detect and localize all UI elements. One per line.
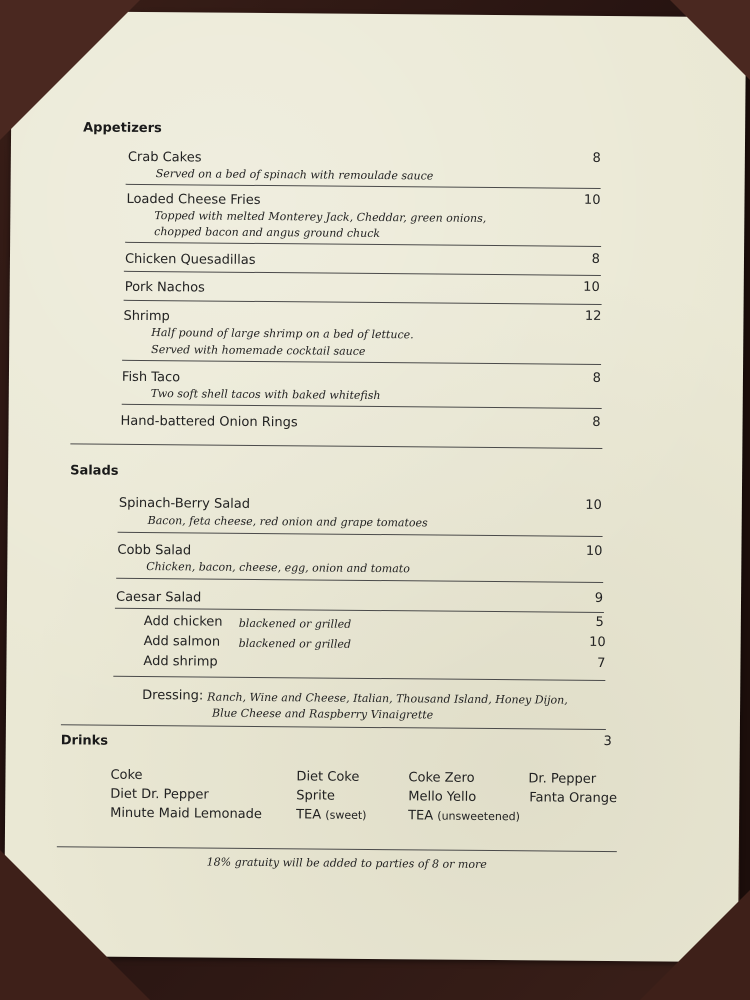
drink-diet-dr-pepper: Diet Dr. Pepper [110, 786, 209, 803]
dressing-options-line-1: Ranch, Wine and Cheese, Italian, Thousand Island, Honey Dijon, [207, 690, 568, 707]
divider [116, 578, 603, 583]
item-loaded-cheese-fries: Loaded Cheese Fries [126, 191, 261, 208]
drink-diet-coke: Diet Coke [296, 769, 360, 785]
addon-shrimp: Add shrimp [143, 653, 218, 670]
item-loaded-cheese-fries-desc-2: chopped bacon and angus ground chuck [154, 225, 381, 241]
drink-tea-sweet-note: (sweet) [325, 808, 367, 822]
item-caesar-salad-price: 9 [594, 590, 604, 606]
drink-coke-zero: Coke Zero [408, 770, 475, 786]
drink-coke: Coke [110, 767, 143, 783]
item-crab-cakes-price: 8 [592, 150, 601, 166]
salads-heading: Salads [70, 463, 119, 479]
divider [122, 360, 601, 365]
divider [126, 184, 601, 189]
drink-tea-sweet [296, 807, 367, 823]
drinks-heading: Drinks [60, 733, 109, 749]
drink-sprite: Sprite [296, 788, 335, 804]
drink-fanta-orange: Fanta Orange [529, 790, 618, 807]
divider [122, 404, 602, 409]
item-crab-cakes: Crab Cakes [127, 149, 202, 166]
item-spinach-berry-salad: Spinach-Berry Salad [118, 495, 251, 512]
folder-corner-top-left [0, 0, 140, 140]
divider [118, 532, 603, 537]
item-fish-taco: Fish Taco [121, 369, 181, 386]
item-fish-taco-price: 8 [592, 370, 602, 386]
item-onion-rings-price: 8 [592, 414, 601, 430]
folder-corner-bottom-right [640, 890, 750, 1000]
item-cobb-salad: Cobb Salad [117, 542, 192, 559]
drinks-price: 3 [603, 734, 612, 750]
appetizers-heading: Appetizers [83, 120, 162, 137]
addon-salmon-note: blackened or grilled [238, 636, 352, 651]
dressing-label: Dressing: [142, 687, 204, 704]
drink-tea-unsweetened-label: TEA [408, 808, 434, 824]
item-shrimp-desc-1: Half pound of large shrimp on a bed of lettuce. [151, 326, 414, 342]
dressing-options-line-2: Blue Cheese and Raspberry Vinaigrette [211, 706, 434, 722]
item-loaded-cheese-fries-desc-1: Topped with melted Monterey Jack, Cheddar, green onions, [154, 209, 487, 225]
divider [124, 300, 602, 305]
addon-shrimp-price: 7 [597, 655, 606, 672]
item-cobb-salad-price: 10 [585, 543, 603, 559]
drink-minute-maid-lemonade: Minute Maid Lemonade [110, 805, 263, 823]
item-spinach-berry-salad-desc: Bacon, feta cheese, red onion and grape tomatoes [147, 514, 428, 530]
addon-salmon: Add salmon [143, 633, 221, 650]
menu-page [4, 11, 746, 962]
drink-mello-yello: Mello Yello [408, 789, 477, 805]
item-shrimp-desc-2: Served with homemade cocktail sauce [151, 343, 366, 358]
item-pork-nachos: Pork Nachos [124, 279, 205, 296]
divider [124, 271, 601, 276]
divider [113, 676, 605, 681]
addon-chicken-price: 5 [595, 614, 604, 631]
addon-chicken: Add chicken [143, 613, 223, 630]
item-loaded-cheese-fries-price: 10 [583, 192, 601, 208]
item-shrimp: Shrimp [123, 308, 170, 325]
item-onion-rings: Hand-battered Onion Rings [120, 413, 298, 431]
drink-tea-unsweetened [408, 808, 520, 824]
folder-corner-bottom-left [0, 850, 150, 1000]
drink-tea-unsweetened-note: (unsweetened) [437, 809, 520, 824]
divider [115, 608, 604, 613]
drink-dr-pepper: Dr. Pepper [528, 771, 597, 787]
addon-salmon-price: 10 [589, 634, 606, 651]
addon-chicken-note: blackened or grilled [238, 616, 352, 631]
item-spinach-berry-salad-price: 10 [585, 497, 602, 513]
section-divider [61, 724, 606, 730]
folder-corner-top-right [670, 0, 750, 80]
gratuity-note: 18% gratuity will be added to parties of 8 or more [206, 855, 487, 871]
item-shrimp-price: 12 [584, 308, 602, 324]
item-cobb-salad-desc: Chicken, bacon, cheese, egg, onion and tomato [146, 560, 410, 576]
item-crab-cakes-desc: Served on a bed of spinach with remoulade sauce [155, 167, 434, 183]
section-divider [70, 443, 602, 449]
item-fish-taco-desc: Two soft shell tacos with baked whitefish [150, 387, 381, 403]
item-chicken-quesadillas: Chicken Quesadillas [124, 251, 256, 268]
drink-tea-sweet-label: TEA [296, 807, 322, 823]
item-pork-nachos-price: 10 [583, 279, 600, 295]
item-caesar-salad: Caesar Salad [115, 589, 202, 606]
item-chicken-quesadillas-price: 8 [591, 251, 601, 267]
divider [125, 242, 601, 247]
